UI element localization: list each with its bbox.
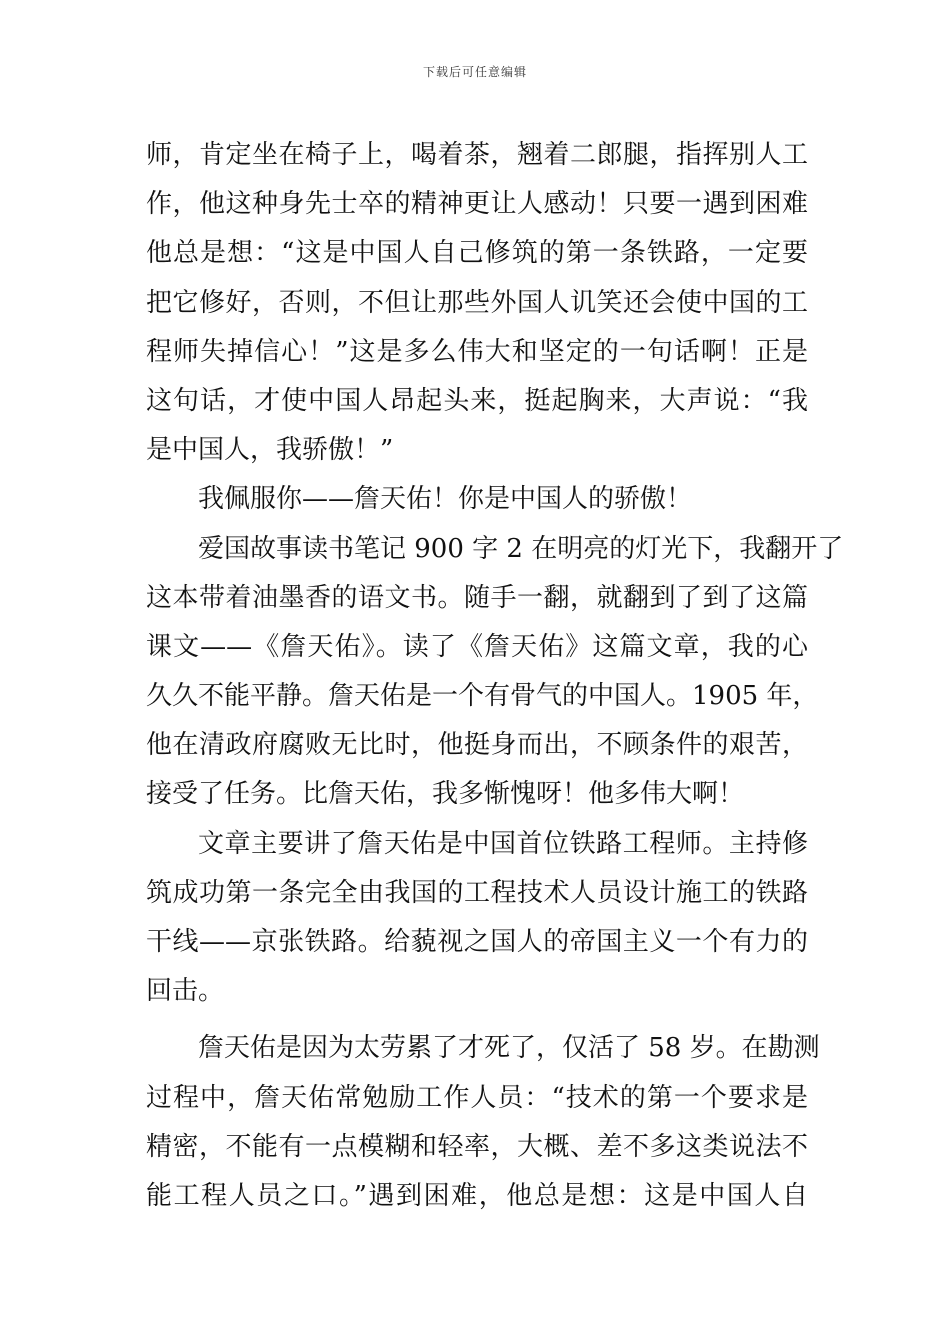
text-line: 文章主要讲了詹天佑是中国首位铁路工程师。主持修 <box>198 828 808 859</box>
text-line: 筑成功第一条完全由我国的工程技术人员设计施工的铁路 <box>146 877 808 908</box>
text-line: 我佩服你——詹天佑！你是中国人的骄傲！ <box>198 484 693 515</box>
text-line: 这本带着油墨香的语文书。随手一翻，就翻到了到了这篇 <box>146 582 808 613</box>
page-header: 下载后可任意编辑 <box>422 65 527 79</box>
paragraph <box>146 525 844 820</box>
paragraph <box>146 820 808 1017</box>
text-line: 能工程人员之口。”遇到困难，他总是想：这是中国人自 <box>146 1180 808 1211</box>
text-line: 这句话，才使中国人昂起头来，挺起胸来，大声说：“我 <box>146 385 808 416</box>
text-line: 詹天佑是因为太劳累了才死了，仅活了 58 岁。在勘测 <box>198 1033 820 1064</box>
text-line: 精密，不能有一点模糊和轻率，大概、差不多这类说法不 <box>146 1131 808 1162</box>
text-line: 久久不能平静。詹天佑是一个有骨气的中国人。1905 年， <box>146 681 819 712</box>
text-line: 爱国故事读书笔记 900 字 2 在明亮的灯光下，我翻开了 <box>198 533 844 564</box>
paragraph <box>146 131 808 475</box>
text-line: 课文——《詹天佑》。读了《詹天佑》这篇文章，我的心 <box>146 631 808 662</box>
text-line: 回击。 <box>146 976 225 1007</box>
text-line: 师，肯定坐在椅子上，喝着茶，翘着二郎腿，指挥别人工 <box>146 140 808 170</box>
document-body <box>146 131 844 1221</box>
paragraph <box>146 475 808 524</box>
text-line: 程师失掉信心！”这是多么伟大和坚定的一句话啊！正是 <box>146 336 808 367</box>
text-line: 过程中，詹天佑常勉励工作人员：“技术的第一个要求是 <box>146 1082 808 1113</box>
text-line: 把它修好，否则，不但让那些外国人讥笑还会使中国的工 <box>146 287 808 318</box>
paragraph <box>146 1024 820 1221</box>
paragraph-gap <box>146 1016 808 1024</box>
text-line: 是中国人，我骄傲！” <box>146 435 394 466</box>
text-line: 接受了任务。比詹天佑，我多惭愧呀！他多伟大啊！ <box>146 779 745 810</box>
text-line: 干线——京张铁路。给藐视之国人的帝国主义一个有力的 <box>146 927 808 957</box>
text-line: 作，他这种身先士卒的精神更让人感动！只要一遇到困难 <box>146 189 808 220</box>
text-line: 他总是想：“这是中国人自己修筑的第一条铁路，一定要 <box>146 238 808 269</box>
text-line: 他在清政府腐败无比时，他挺身而出，不顾条件的艰苦， <box>146 730 808 761</box>
